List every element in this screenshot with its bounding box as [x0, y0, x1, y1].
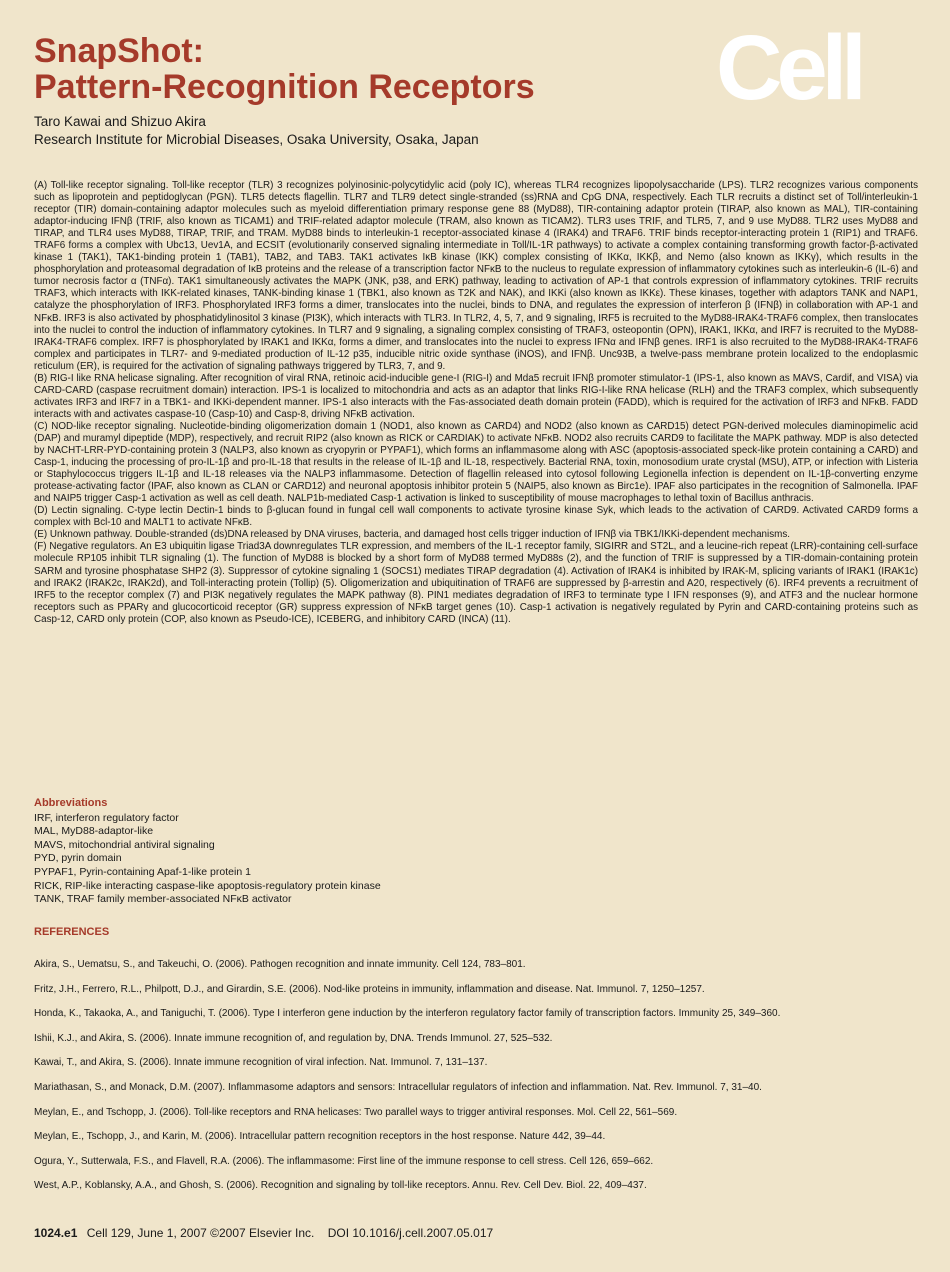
main-text [34, 180, 918, 626]
abbreviation-item: MAL, MyD88-adaptor-like [34, 825, 154, 838]
reference-item: Ishii, K.J., and Akira, S. (2006). Innate immune recognition of, and regulation by, DNA. Trends Immunol. 27, 525–532. [34, 1032, 553, 1044]
page-footer [34, 1225, 493, 1241]
paragraph-e-unknown: (E) Unknown pathway. Double-stranded (ds)DNA released by DNA viruses, bacteria, and damaged host cells trigger induction of IFNβ via TBK1/IKKi-dependent mechanisms. [34, 529, 790, 541]
reference-item: West, A.P., Koblansky, A.A., and Ghosh, S. (2006). Recognition and signaling by toll-like receptors. Annu. Rev. Cell Dev. Biol. 22, 409–437. [34, 1180, 647, 1192]
paragraph-f-negative: (F) Negative regulators. An E3 ubiquitin ligase Triad3A downregulates TLR expression, and members of the IL-1 receptor family, SIGIRR and ST2L, and a leucine-rich repeat (LRR)-containing cell-surface molecule RP105 inhibit TLR signaling (1). The function of MyD88 is blocked by a short form of MyD88 termed MyD88s (2), and the function of TRIF is suppressed by a TIR-domain-containing protein SARM and tyrosine phosphatase SHP2 (3). Suppressor of cytokine signaling 1 (SOCS1) mediates TIRAP degradation (4). Activation of IRAK4 is inhibited by IRAK-M, splicing variants of IRAK1 (IRAK1c) and IRAK2 (IRAK2c, IRAK2d), and Toll-interacting protein (Tollip) (5). Oligomerization and ubiquitination of TRAF6 are suppressed by β-arrestin and A20, respectively (6). IRF4 prevents a recruitment of IRF5 to the receptor complex (7) and PI3K negatively regulates the MAPK pathway (8). PIN1 mediates degradation of IRF3 to terminate type I IFN responses (9), and ATF3 and the nuclear hormone receptors such as PPARγ and glucocorticoid receptor (GR) suppress expression of NFκB target genes (10). Casp-1 activation is negatively regulated by Pyrin and CARD-containing proteins such as Casp-12, CARD only protein (COP, also known as Pseudo-ICE), ICEBERG, and inhibitory CARD (INCA) (11). [34, 541, 918, 625]
reference-item: Honda, K., Takaoka, A., and Taniguchi, T. (2006). Type I interferon gene induction by the interferon regulatory factor family of transcription factors. Immunity 25, 349–360. [34, 1008, 781, 1020]
reference-item: Mariathasan, S., and Monack, D.M. (2007). Inflammasome adaptors and sensors: Intracellular regulators of infection and inflammation. Nat. Rev. Immunol. 7, 31–40. [34, 1081, 762, 1093]
reference-item: Akira, S., Uematsu, S., and Takeuchi, O. (2006). Pathogen recognition and innate immunity. Cell 124, 783–801. [34, 959, 526, 970]
references-heading: REFERENCES [34, 926, 110, 938]
authors: Taro Kawai and Shizuo Akira [34, 114, 206, 129]
title-line-2: Pattern-Recognition Receptors [34, 68, 535, 106]
reference-item: Meylan, E., and Tschopp, J. (2006). Toll-like receptors and RNA helicases: Two parallel ways to trigger antiviral responses. Mol. Cell 22, 561–569. [34, 1106, 678, 1118]
abbreviation-item: IRF, interferon regulatory factor [34, 811, 179, 824]
reference-item: Meylan, E., Tschopp, J., and Karin, M. (2006). Intracellular pattern recognition receptors in the host response. Nature 442, 39–44. [34, 1131, 606, 1143]
cell-logo: Cell [716, 17, 861, 119]
page-title [34, 33, 535, 105]
abbreviation-item: RICK, RIP-like interacting caspase-like apoptosis-regulatory protein kinase [34, 879, 381, 892]
paragraph-b-rlh: (B) RIG-I like RNA helicase signaling. After recognition of viral RNA, retinoic acid-inducible gene-I (RIG-I) and Mda5 recruit IFNβ promoter stimulator-1 (IPS-1, also known as MAVS, Cardif, and VISA) via CARD-CARD (caspase recruitment domain) interaction. IPS-1 is localized to mitochondria and acts as an adaptor that links RIG-I-like RNA helicase (RLH) and the TRAF3 complex, which subsequently activates IRF3 and IRF7 in a TBK1- and IKKi-dependent manner. IPS-1 also interacts with the Fas-associated death domain protein (FADD), which is required for the activation of IRF3 and NFκB. FADD interacts with and activates caspase-10 (Casp-10) and Casp-8, driving NFκB activation. [34, 372, 918, 420]
abbreviation-item: TANK, TRAF family member-associated NFκB activator [34, 893, 292, 906]
paragraph-c-nlr: (C) NOD-like receptor signaling. Nucleotide-binding oligomerization domain 1 (NOD1, also known as CARD4) and NOD2 (also known as CARD15) detect PGN-derived molecules diaminopimelic acid (DAP) and muramyl dipeptide (MDP), respectively, and recruit RIP2 (also known as RICK or CARDIAK) to activate NFκB. NOD2 also recruits CARD9 to facilitate the MAPK pathway. MDP is also detected by NACHT-LRR-PYD-containing protein 3 (NALP3, also known as cryopyrin or PYPAF1), which forms an inflammasome along with ASC (apoptosis-associated speck-like protein containing a CARD) and Casp-1, inducing the processing of pro-IL-1β and pro-IL-18 that results in the release of IL-1β and IL-18, respectively. Bacterial RNA, toxin, monosodium urate crystal (MSU), ATP, or infection with Listeria or Staphylococcus triggers IL-1β and IL-18 releases via the NALP3 inflammasome. Detection of flagellin released into cytosol following Legionella infection is dependent on IL-1β-converting enzyme protease-activating factor (IPAF, also known as CLAN or CARD12) and neuronal apoptosis inhibitor protein 5 (NAIP5, also known as Birc1e). IPAF also participates in the recognition of Salmonella. IPAF and NAIP5 trigger Casp-1 activation as well as cell death. NALP1b-mediated Casp-1 activation is linked to susceptibility of mouse macrophages to lethal toxin of Bacillus anthracis. [34, 420, 918, 505]
abbreviation-item: PYD, pyrin domain [34, 852, 122, 865]
paragraph-a-tlr: (A) Toll-like receptor signaling. Toll-like receptor (TLR) 3 recognizes polyinosinic-polycytidylic acid (poly IC), whereas TLR4 recognizes lipopolysaccharide (LPS). TLR2 recognizes various components such as lipoprotein and peptidoglycan (PGN). TLR5 detects flagellin. TLR7 and TLR9 detect single-stranded (ss)RNA and CpG DNA, respectively. Each TLR recruits a distinct set of Toll/interleukin-1 receptor (TIR) domain-containing adaptor molecules such as myeloid differentiation primary response gene 88 (MyD88), TIR-containing adaptor protein (TIRAP, also known as MAL), TIR-containing adaptor-inducing IFNβ (TRIF, also known as TICAM1) and TRIF-related adaptor molecule (TRAM, also known as TICAM2). TLR3 uses TRIF, and TLR5, 7, and 9 use MyD88. TLR2 uses MyD88 and TIRAP, and TLR4 uses MyD88, TIRAP, TRIF, and TRAM. MyD88 binds to interleukin-1 receptor-associated kinase 4 (IRAK4) and TRAF6. TRIF binds receptor-interacting protein 1 (RIP1) and TRAF6. TRAF6 forms a complex with Ubc13, Uev1A, and ECSIT (evolutionarily conserved signaling intermediate in Toll/IL-1R pathways) to activate a complex containing transforming growth factor-β-activated kinase 1 (TAK1), TAK1-binding protein 1 (TAB1), TAB2, and TAB3. TAK1 activates IκB kinase (IKK) complex consisting of IKKα, IKKβ, and Nemo (also known as IKKγ), which results in the phosphorylation and proteasomal degradation of IκB proteins and the release of a transcription factor NFκB to the nucleus to regulate expression of inflammatory cytokines such as interleukin-6 (IL-6) and tumor necrosis factor α (TNFα). TAK1 simultaneously activates the MAPK (JNK, p38, and ERK) pathway, leading to activation of AP-1 that controls expression of inflammatory cytokines. TRIF recruits TRAF3, which interacts with IKK-related kinases, TANK-binding kinase 1 (TBK1, also known as T2K and NAK), and IKKi (also known as IKKε). These kinases, together with adaptors TANK and NAP1, catalyze the phosphorylation of IRF3. Phosphorylated IRF3 forms a dimer, translocates into the nuclei, binds to DNA, and regulates the expression of interferon β (IFNβ) in collaboration with AP-1 and NFκB. IRF3 is also activated by phosphatidylinositol 3 kinase (PI3K), which interacts with TLR3. In TLR2, 4, 5, 7, and 9 signaling, IRF5 is recruited to the MyD88-IRAK4-TRAF6 complex, then translocates into the nuclei to control the induction of inflammatory cytokines. In TLR7 and 9 signaling, a signaling complex consisting of TRAF3, osteopontin (OPN), IRAK1, IKKα, and IRF7 is recruited to the MyD88-IRAK4-TRAF6 complex. IRF7 is phosphorylated by IRAK1 and IKKα, forms a dimer, and translocates into the nuclei to express IFNα and IFNβ genes. IRF1 is also recruited to the MyD88-IRAK4-TRAF6 complex and participates in TLR7- and 9-mediated production of IL-12 p35, inducible nitric oxide synthase (iNOS), and IFNβ. Unc93B, a twelve-pass membrane protein localized to the endoplasmic reticulum (ER), is required for the activation of signaling pathways triggered by TLR3, 7, and 9. [34, 180, 918, 372]
affiliation: Research Institute for Microbial Diseases, Osaka University, Osaka, Japan [34, 132, 479, 147]
abbreviation-item: MAVS, mitochondrial antiviral signaling [34, 838, 215, 851]
abbreviations-heading: Abbreviations [34, 797, 108, 809]
author-block [34, 113, 479, 149]
title-line-1: SnapShot: [34, 32, 204, 70]
reference-item: Fritz, J.H., Ferrero, R.L., Philpott, D.J., and Girardin, S.E. (2006). Nod-like proteins in immunity, inflammation and disease. Nat. Immunol. 7, 1250–1257. [34, 983, 705, 995]
paragraph-d-lectin: (D) Lectin signaling. C-type lectin Dectin-1 binds to β-glucan found in fungal cell wall components to activate tyrosine kinase Syk, which leads to the activation of CARD9. Activated CARD9 forms a complex with Bcl-10 and MALT1 to activate NFκB. [34, 505, 918, 529]
references-list [34, 958, 918, 1204]
page-number: 1024.e1 [34, 1226, 78, 1240]
journal-citation: Cell 129, June 1, 2007 ©2007 Elsevier Inc. DOI 10.1016/j.cell.2007.05.017 [86, 1226, 494, 1240]
reference-item: Ogura, Y., Sutterwala, F.S., and Flavell, R.A. (2006). The inflammasome: First line of the immune response to cell stress. Cell 126, 659–662. [34, 1155, 654, 1167]
abbreviations [34, 797, 634, 907]
reference-item: Kawai, T., and Akira, S. (2006). Innate immune recognition of viral infection. Nat. Immunol. 7, 131–137. [34, 1057, 488, 1069]
abbreviation-item: PYPAF1, Pyrin-containing Apaf-1-like protein 1 [34, 865, 251, 878]
